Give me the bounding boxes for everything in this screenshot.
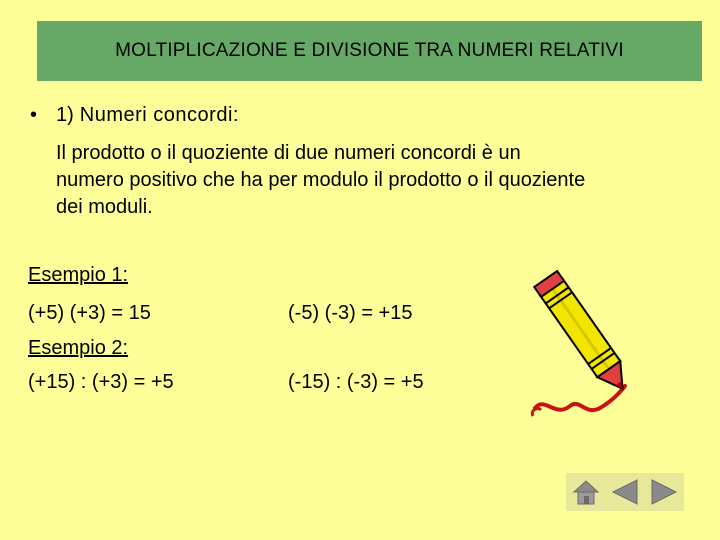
paragraph-line-2: numero positivo che ha per modulo il prodotto o il quoziente [56,169,586,191]
previous-button[interactable] [610,477,640,507]
navigation-bar [566,473,684,511]
triangle-right-icon [650,478,678,506]
home-icon [572,479,600,505]
example-1-right: (-5) (-3) = +15 [288,302,413,324]
next-button[interactable] [649,477,679,507]
example-1-label: Esempio 1: [28,264,129,286]
example-2-right: (-15) : (-3) = +5 [288,371,424,393]
title-banner [37,21,702,81]
home-button[interactable] [571,477,601,507]
bullet-number: 1) [56,104,74,126]
example-2-label: Esempio 2: [28,337,129,359]
example-1-left: (+5) (+3) = 15 [28,302,151,324]
triangle-left-icon [611,478,639,506]
bullet-heading: Numeri concordi: [79,104,239,126]
bullet-marker: • [30,104,38,126]
definition-paragraph [56,140,696,221]
paragraph-line-3: dei moduli. [56,196,153,218]
page-title: MOLTIPLICAZIONE E DIVISIONE TRA NUMERI RELATIVI [115,40,624,61]
pencil-icon [525,268,655,428]
bullet-item [30,104,239,127]
example-2-left: (+15) : (+3) = +5 [28,371,174,393]
paragraph-line-1: Il prodotto o il quoziente di due numeri concordi è un [56,142,521,164]
